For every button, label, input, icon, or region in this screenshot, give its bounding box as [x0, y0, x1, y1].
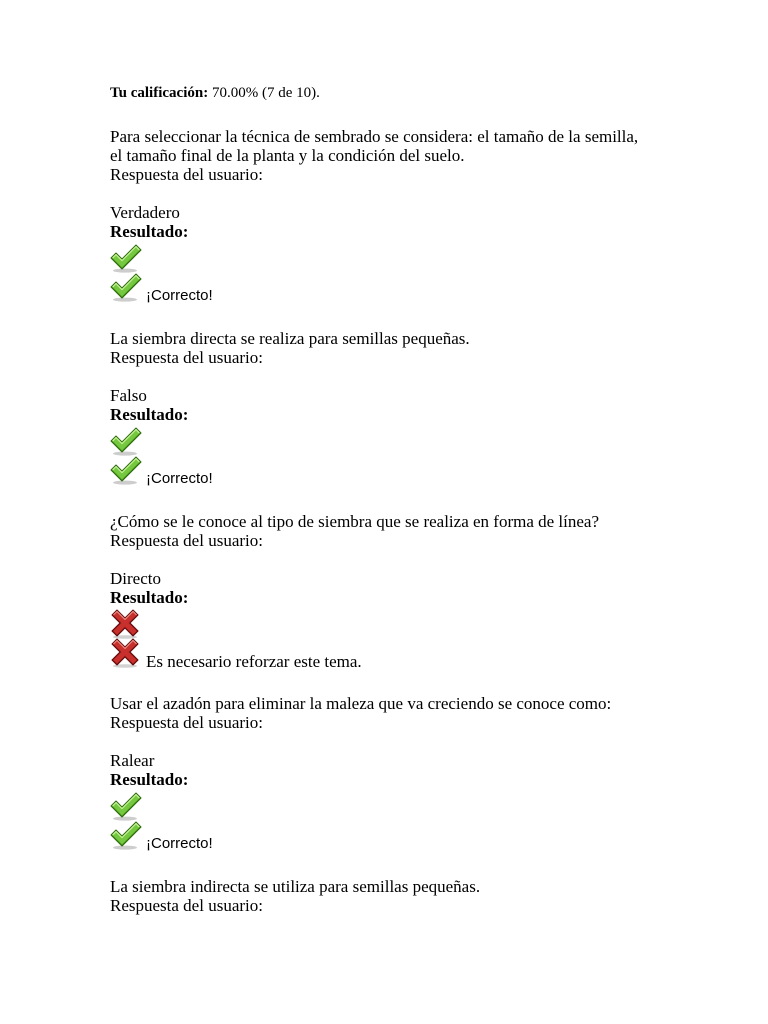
result-label: Resultado:: [110, 588, 189, 607]
question-block: [110, 512, 710, 669]
check-icon: [110, 820, 142, 850]
user-answer: Verdadero: [110, 203, 180, 222]
spacer: [110, 367, 710, 386]
question-block: [110, 877, 710, 915]
response-label: Respuesta del usuario:: [110, 713, 263, 732]
check-icon: [110, 455, 142, 485]
result-label: Resultado:: [110, 405, 189, 424]
question-text-line: Para seleccionar la técnica de sembrado se considera: el tamaño de la semilla,: [110, 127, 639, 146]
question-text-line: Usar el azadón para eliminar la maleza que va creciendo se conoce como:: [110, 694, 612, 713]
spacer: [110, 732, 710, 751]
check-icon: [110, 243, 142, 273]
question-block: [110, 329, 710, 486]
grade-label: Tu calificación:: [110, 85, 209, 101]
feedback-text: ¡Correcto!: [146, 835, 213, 852]
spacer: [110, 184, 710, 203]
feedback-text: Es necesario reforzar este tema.: [146, 652, 362, 671]
cross-icon: [110, 638, 142, 668]
result-icons: [110, 426, 710, 486]
spacer: [110, 550, 710, 569]
grade-value: 70.00% (7 de 10).: [211, 85, 320, 101]
feedback-text: ¡Correcto!: [146, 470, 213, 487]
check-icon: [110, 791, 142, 821]
response-label: Respuesta del usuario:: [110, 531, 263, 550]
result-icons: [110, 243, 710, 303]
question-text-line: La siembra indirecta se utiliza para semillas pequeñas.: [110, 877, 481, 896]
result-label: Resultado:: [110, 222, 189, 241]
question-text-line: el tamaño final de la planta y la condición del suelo.: [110, 146, 465, 165]
result-icons: [110, 609, 710, 669]
cross-icon: [110, 609, 142, 639]
check-icon: [110, 426, 142, 456]
user-answer: Falso: [110, 386, 147, 405]
user-answer: Ralear: [110, 751, 155, 770]
result-label: Resultado:: [110, 770, 189, 789]
response-label: Respuesta del usuario:: [110, 348, 263, 367]
check-icon: [110, 272, 142, 302]
response-label: Respuesta del usuario:: [110, 165, 263, 184]
feedback-text: ¡Correcto!: [146, 287, 213, 304]
user-answer: Directo: [110, 569, 161, 588]
grade-line: [110, 85, 320, 102]
question-text-line: La siembra directa se realiza para semillas pequeñas.: [110, 329, 470, 348]
question-block: [110, 127, 710, 303]
response-label: Respuesta del usuario:: [110, 896, 263, 915]
result-icons: [110, 791, 710, 851]
question-block: [110, 694, 710, 851]
question-text-line: ¿Cómo se le conoce al tipo de siembra que se realiza en forma de línea?: [110, 512, 600, 531]
